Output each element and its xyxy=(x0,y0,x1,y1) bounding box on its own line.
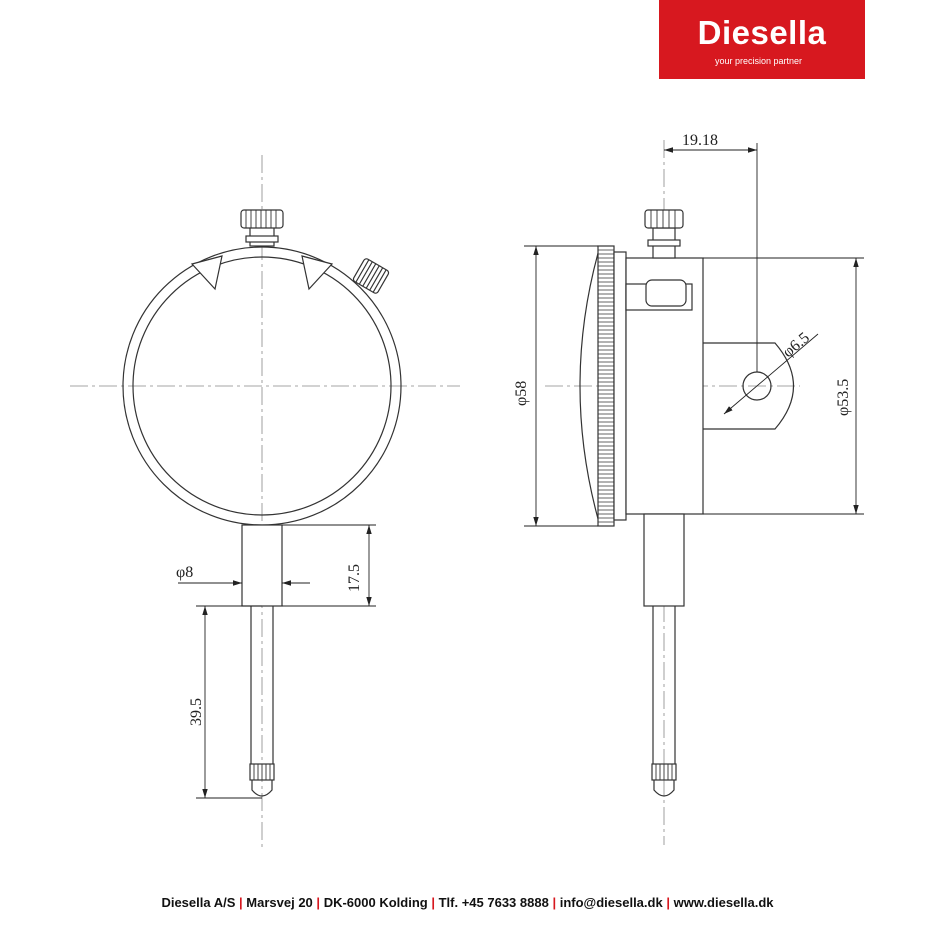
logo-tagline: your precision partner xyxy=(715,56,803,66)
stem xyxy=(242,525,282,606)
footer-city: DK-6000 Kolding xyxy=(323,895,428,910)
footer-contact xyxy=(0,895,935,910)
footer-address: Marsvej 20 xyxy=(246,895,313,910)
lock-knob-side xyxy=(646,280,686,306)
footer-separator: | xyxy=(239,895,243,910)
stem-length-label: 17.5 xyxy=(346,564,363,592)
front-view xyxy=(70,155,460,850)
footer-separator: | xyxy=(316,895,321,910)
side-knob-collar xyxy=(648,240,680,246)
bezel-ring xyxy=(614,252,626,520)
footer-web[interactable]: www.diesella.dk xyxy=(673,895,774,910)
lift-knob-collar xyxy=(246,236,278,242)
footer-separator: | xyxy=(666,895,670,910)
bezel-lock-knob xyxy=(352,258,389,295)
side-stem xyxy=(644,514,684,606)
logo-name: Diesella xyxy=(697,14,827,51)
tolerance-marker-left xyxy=(192,256,222,289)
footer-separator: | xyxy=(552,895,557,910)
lift-knob-top xyxy=(241,210,283,228)
lug-hole-label: φ6.5 xyxy=(779,329,813,362)
stem-diameter-label: φ8 xyxy=(176,564,194,581)
footer-email[interactable]: info@diesella.dk xyxy=(559,895,663,910)
spindle-length-label: 39.5 xyxy=(188,698,205,726)
footer-company: Diesella A/S xyxy=(161,895,236,910)
footer-separator: | xyxy=(431,895,435,910)
bezel-diameter-label: φ53.5 xyxy=(835,378,852,416)
back-offset-label: 19.18 xyxy=(682,132,718,149)
dial-diameter-label: φ58 xyxy=(513,380,530,406)
footer-phone: Tlf. +45 7633 8888 xyxy=(438,895,549,910)
tolerance-marker-right xyxy=(302,256,332,289)
